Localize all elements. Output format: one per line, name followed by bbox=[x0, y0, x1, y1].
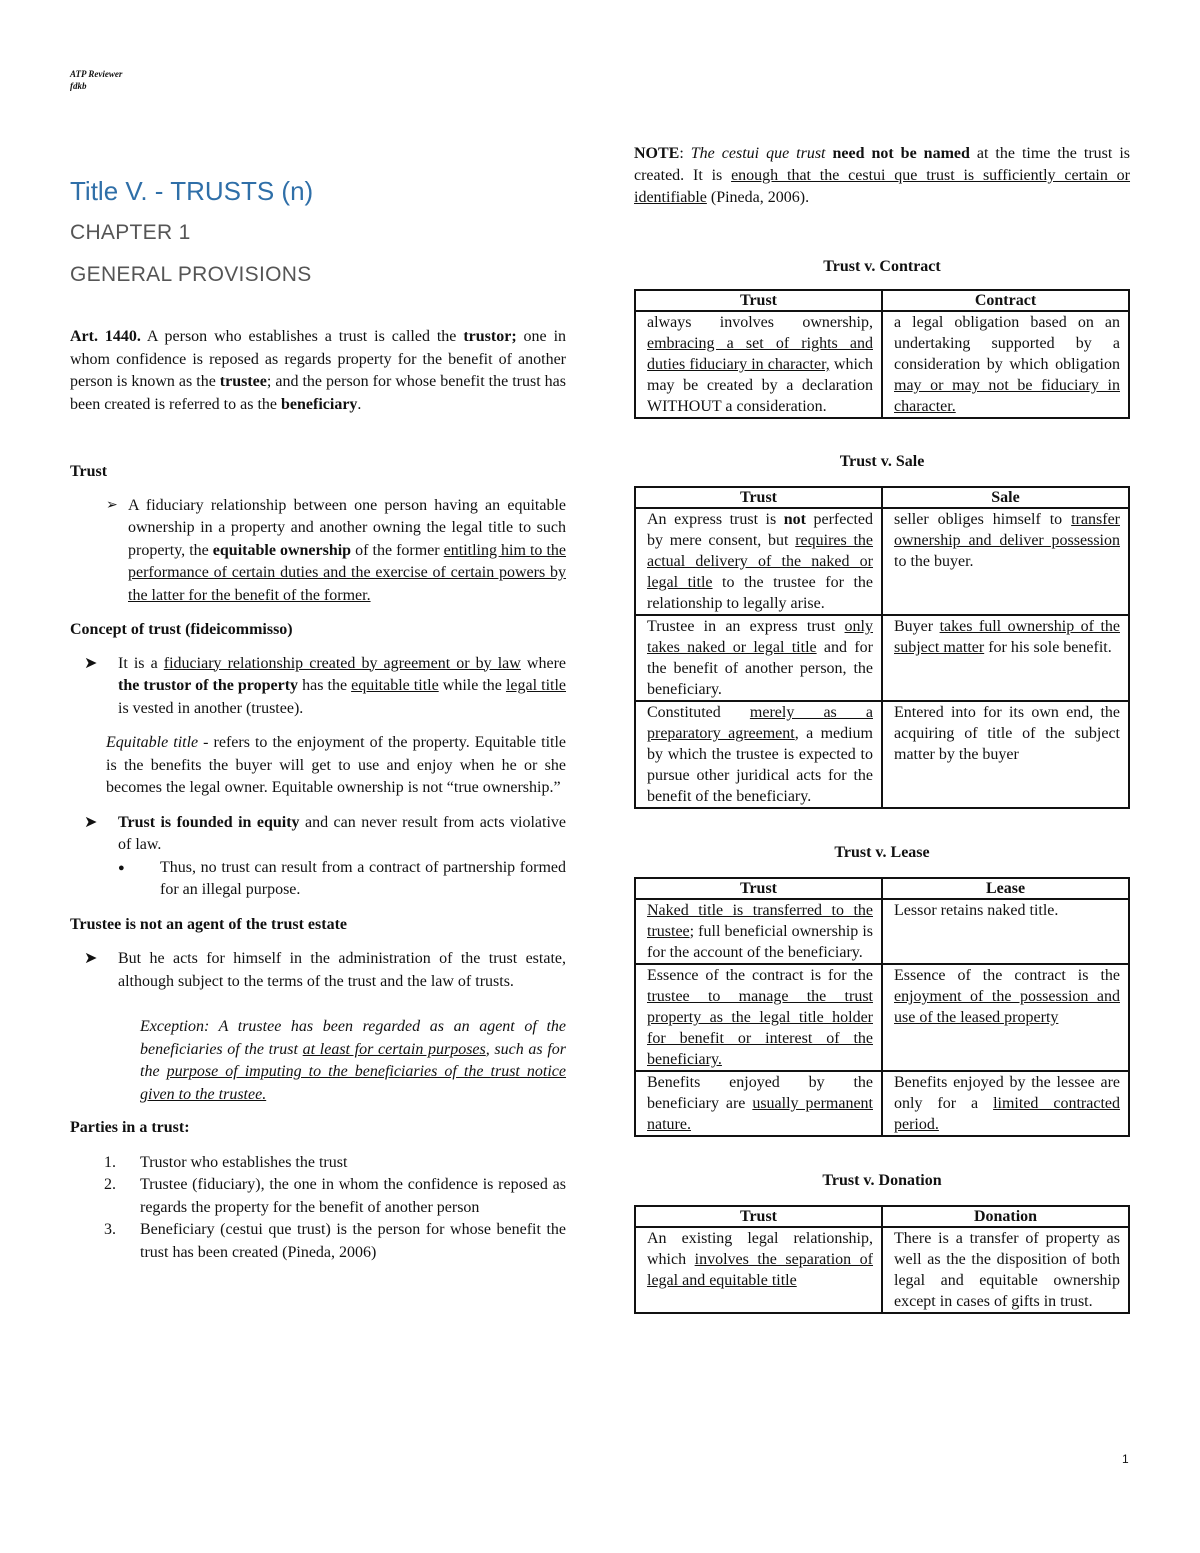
list-item: 1. Trustor who establishes the trust bbox=[104, 1153, 348, 1171]
dot-bullet-icon: ● bbox=[118, 861, 125, 874]
list-item: 2. Trustee (fiduciary), the one in whom the confidence is reposed as regards the property for the benefit of another person bbox=[104, 1176, 566, 1216]
concept-item-1: ➤ It is a fiduciary relationship created by agreement or by law where the trustor of the property has the equitable title while the legal title is vested in another (trustee). bbox=[70, 653, 566, 721]
exception-note: Exception: A trustee has been regarded as an agent of the beneficiaries of the trust at least for certain purposes, such as for the purpose of imputing to the beneficiaries of the trust notice given to the trustee. bbox=[140, 1018, 567, 1103]
concept-item-2: ➤ Trust is founded in equity and can never result from acts violative of law. bbox=[70, 812, 566, 857]
table-row: Benefits enjoyed by the beneficiary are usually permanent nature. Benefits enjoyed by the lessee are only for a limited contracted period. bbox=[635, 1071, 1129, 1136]
table-row: Trustee in an express trust only takes naked or legal title and for the benefit of another person, the beneficiary. Buyer takes full ownership of the subject matter for his sole benefit. bbox=[635, 615, 1129, 701]
agent-heading: Trustee is not an agent of the trust estate bbox=[70, 915, 347, 933]
arrow-bullet-icon: ➤ bbox=[84, 950, 98, 967]
right-column bbox=[634, 143, 1130, 1314]
table-header-row: Trust Sale bbox=[635, 487, 1129, 508]
trust-vs-contract-table bbox=[634, 289, 1130, 419]
table-row: Constituted merely as a preparatory agreement, a medium by which the trustee is expected to pursue other juridical acts for the benefit of the beneficiary. Entered into for its own end, the acquiring of title of the subject matter by the buyer bbox=[635, 701, 1129, 808]
concept-heading: Concept of trust (fideicommisso) bbox=[70, 621, 293, 638]
agent-item: ➤ But he acts for himself in the administration of the trust estate, although subject to the terms of the trust and the law of trusts. bbox=[70, 948, 566, 993]
arrow-bullet-icon: ➤ bbox=[84, 654, 98, 672]
trust-vs-donation-table bbox=[634, 1205, 1130, 1314]
section-heading: GENERAL PROVISIONS bbox=[70, 263, 312, 286]
note-paragraph: NOTE: The cestui que trust need not be named at the time the trust is created. It is enough that the cestui que trust is sufficiently certain or identifiable (Pineda, 2006). bbox=[634, 145, 1131, 206]
page-title: Title V. - TRUSTS (n) bbox=[70, 176, 314, 206]
arrowhead-bullet-icon: ➢ bbox=[106, 497, 118, 513]
table-header-row: Trust Lease bbox=[635, 878, 1129, 899]
table-row: An express trust is not perfected by mere consent, but requires the actual delivery of the naked or legal title to the trustee for the relationship to legally arise. seller obliges himself to transfer ownership and deliver possession to the buyer. bbox=[635, 508, 1129, 615]
arrow-bullet-icon: ➤ bbox=[84, 813, 98, 831]
header-line-2: fdkb bbox=[70, 81, 87, 91]
left-column bbox=[70, 170, 566, 1264]
page-number: 1 bbox=[1122, 1452, 1129, 1466]
table-row: always involves ownership, embracing a set of rights and duties fiduciary in character, which may be created by a declaration WITHOUT a consideration. a legal obligation based on an undertaking supported by a consideration by which obligation may or may not be fiduciary in character. bbox=[635, 311, 1129, 418]
trust-heading: Trust bbox=[70, 463, 108, 480]
table-row: Essence of the contract is for the trustee to manage the trust property as the legal title holder for benefit or interest of the beneficiary. Essence of the contract is the enjoyment of the possession and use of the leased property bbox=[635, 964, 1129, 1071]
trust-vs-lease-title: Trust v. Lease bbox=[834, 844, 930, 861]
concept-subitem: ● Thus, no trust can result from a contract of partnership formed for an illegal purpose. bbox=[70, 857, 566, 902]
parties-list bbox=[70, 1152, 566, 1265]
chapter-heading: CHAPTER 1 bbox=[70, 221, 191, 244]
trust-vs-sale-title: Trust v. Sale bbox=[839, 453, 925, 470]
table-row: Naked title is transferred to the trustee; full beneficial ownership is for the account of the beneficiary. Lessor retains naked title. bbox=[635, 899, 1129, 964]
list-item: 3. Beneficiary (cestui que trust) is the person for whose benefit the trust has been created (Pineda, 2006) bbox=[104, 1221, 566, 1261]
equitable-title-definition: Equitable title - refers to the enjoyment of the property. Equitable title is the benefits the buyer will get to use and enjoy when he or she becomes the legal owner. Equitable ownership is not “true ownership.” bbox=[106, 734, 567, 796]
table-header-row: Trust Donation bbox=[635, 1206, 1129, 1227]
document-header bbox=[70, 68, 122, 92]
trust-vs-lease-table bbox=[634, 877, 1130, 1137]
header-line-1: ATP Reviewer bbox=[70, 69, 123, 79]
article-label: Art. 1440. bbox=[70, 328, 141, 345]
trust-vs-donation-title: Trust v. Donation bbox=[822, 1172, 942, 1189]
trust-definition-item: ➢ A fiduciary relationship between one person having an equitable ownership in a property and another owning the legal title to such property, the equitable ownership of the former entitling him to the performance of certain duties and the exercise of certain powers by the latter for the benefit of the former. bbox=[70, 495, 566, 608]
trust-vs-contract-title: Trust v. Contract bbox=[823, 258, 941, 275]
trust-vs-sale-table bbox=[634, 486, 1130, 809]
parties-heading: Parties in a trust: bbox=[70, 1119, 190, 1136]
table-header-row: Trust Contract bbox=[635, 290, 1129, 311]
table-row: An existing legal relationship, which involves the separation of legal and equitable title There is a transfer of property as well as the the disposition of both legal and equitable ownership except in cases of gifts in trust. bbox=[635, 1227, 1129, 1313]
article-1440: Art. 1440. A person who establishes a trust is called the trustor; one in whom confidence is reposed as regards property for the benefit of another person is known as the trustee; and the person for whose benefit the trust has been created is referred to as the beneficiary. bbox=[70, 328, 567, 413]
